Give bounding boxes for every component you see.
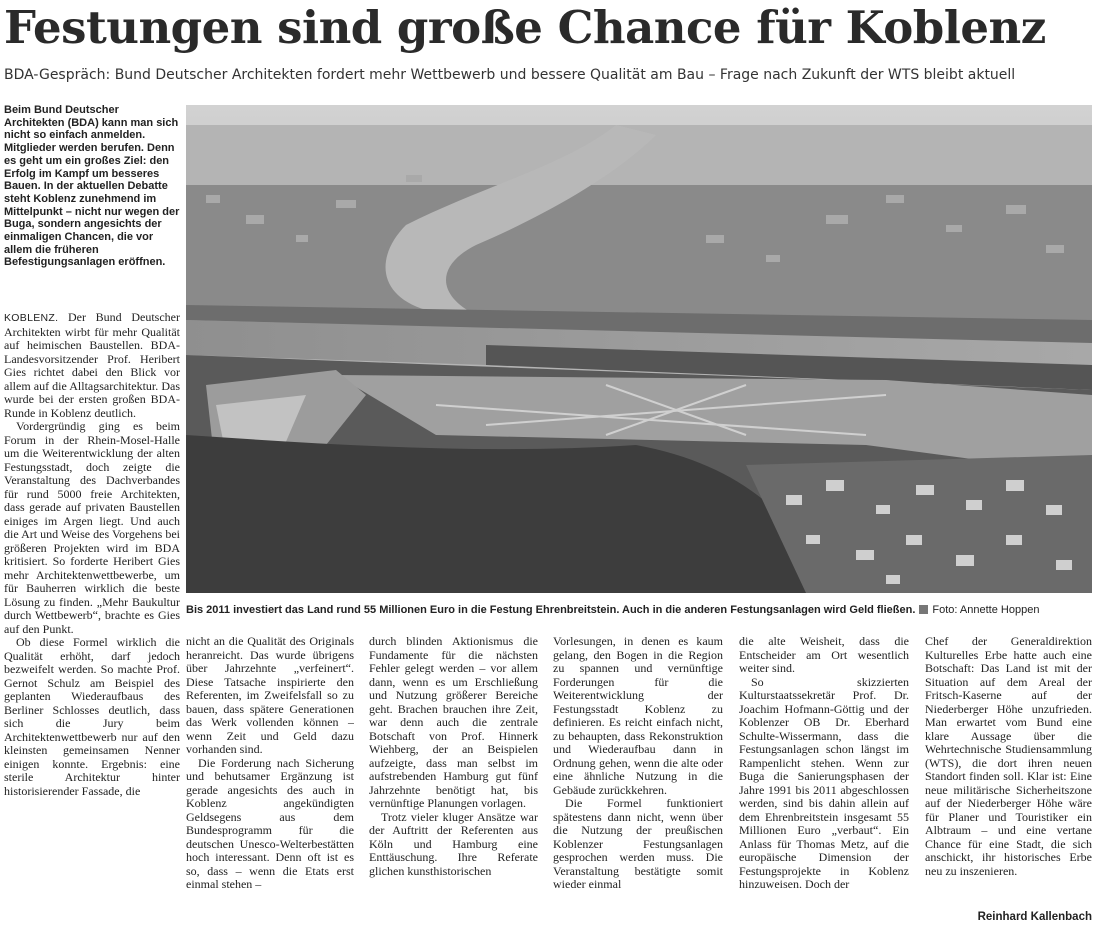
subheadline: BDA-Gespräch: Bund Deutscher Architekten fordert mehr Wettbewerb und bessere Qualität am Bau – Frage nach Zukunft der WTS bleibt aktuell — [4, 67, 1016, 83]
paragraph: Vorlesungen, in denen es kaum gelang, den Bogen in die Region zu spannen und vernünftige Forderungen für die Weiterentwicklung der Festungsstadt Koblenz zu definieren. Es reicht einfach nicht, zu behaupten, dass Rekonstruktion und Wiederaufbau dann in Ordnung gehen, wenn die alte oder eine ähnliche Nutzung in die Gebäude zurückkehren. — [553, 635, 723, 797]
credit-square-icon — [919, 605, 928, 614]
paragraph: KOBLENZ. Der Bund Deutscher Architekten wirbt für mehr Qualität auf heimischen Baustellen. BDA-Landesvorsitzender Prof. Heribert Gies richtet dabei den Blick vor allem auf die Alltagsarchitektur. Das wurde bei der ersten großen BDA-Runde in Koblenz deutlich. — [4, 311, 180, 420]
column-4 — [553, 635, 723, 931]
paragraph: Die Formel funktioniert spätestens dann nicht, wenn über die Nutzung der preußischen Koblenzer Festungsanlagen gesprochen werden muss. Die Veranstaltung bestätigte somit wieder einmal — [553, 796, 723, 891]
paragraph: nicht an die Qualität des Originals heranreicht. Das wurde übrigens über Jahrzehnte „verfeinert“. Diese Tatsache inspirierte den Referenten, im Zweifelsfall so zu bauen, dass spätere Generationen das Werk vollenden können – wenn Zeit und Geld dazu vorhanden sind. — [186, 635, 354, 756]
caption-text: Bis 2011 investiert das Land rund 55 Millionen Euro in die Festung Ehrenbreitstein. Auch in die anderen Festungsanlagen wird Geld fließen. — [186, 604, 916, 616]
dateline: KOBLENZ. — [4, 312, 59, 324]
paragraph: die alte Weisheit, dass die Entscheider am Ort wesentlich weiter sind. — [739, 635, 909, 675]
column-5 — [739, 635, 909, 931]
paragraph: Chef der Generaldirektion Kulturelles Erbe hatte auch eine Botschaft: Das Land ist mit der Situation auf dem Areal der Fritsch-Kaserne auf der Niederberger Höhe unzufrieden. Man erwartet vom Bund eine klare Aussage über die Wehrtechnische Studiensammlung (WTS), die dort ihren neuen Standort finden soll. Klar ist: Eine neue militärische Sicherheitszone auf der Niederberger Höhe wäre für Planer und Touristiker ein Albtraum – und eine vertane Chance für eine Stadt, die sich anschickt, ihr historisches Erbe neu zu inszenieren. — [925, 635, 1092, 878]
column-3 — [369, 635, 538, 931]
aerial-photo-image — [186, 105, 1092, 593]
paragraph: durch blinden Aktionismus die Fundamente für die nächsten Fehler gelegt werden – vor allem dann, wenn es um Erschließung und Nutzung größerer Bereiche geht. Brachen brauchen ihre Zeit, war denn auch die zentrale Botschaft von Prof. Hinnerk Wiehberg, der an Beispielen aufzeigte, dass man selbst im aufstrebenden Hamburg gut fünf Jahrzehnte benötigt hat, bis vernünftige Planungen vorlagen. — [369, 635, 538, 810]
photo-credit: Foto: Annette Hoppen — [932, 604, 1040, 616]
photo-caption — [186, 600, 1092, 620]
aerial-photo — [186, 105, 1092, 593]
column-6 — [925, 635, 1092, 909]
byline: Reinhard Kallenbach — [977, 911, 1092, 923]
paragraph: Trotz vieler kluger Ansätze war der Auftritt der Referenten aus Köln und Hamburg eine Enttäuschung. Ihre Referate glichen kunsthistorischen — [369, 809, 538, 878]
paragraph: Die Forderung nach Sicherung und behutsamer Ergänzung ist gerade angesichts des auch in Koblenz angekündigten Geldsegens aus dem Bundesprogramm für die deutschen Unesco-Welterbestätten hoch interessant. Denn oft ist es so, dass – wenn die Etats erst einmal stehen – — [186, 755, 354, 891]
column-1 — [4, 311, 180, 931]
paragraph: Vordergründig ging es beim Forum in der Rhein-Mosel-Halle um die Weiterentwicklung der alten Festungsstadt, doch zeigte die Veranstaltung des Dachverbandes für rund 5000 freie Architekten, dass gerade auf privaten Baustellen einiges im Argen liegt. Und auch die Art und Weise des Vorgehens bei größeren Projekten wird im BDA kritisiert. So forderte Heribert Gies mehr Architektenwettbewerbe, um für Bauherren wirklich die beste Lösung zu finden. „Mehr Baukultur durch Wettbewerb“, brachte es Gies auf den Punkt. — [4, 419, 180, 636]
paragraph: Ob diese Formel wirklich die Qualität erhöht, darf jedoch bezweifelt werden. So machte Prof. Gernot Schulz am Beispiel des geplanten Wiederaufbaus des Berliner Schlosses deutlich, dass sich die Jury beim Architektenwettbewerb nur auf den kleinsten gemeinsamen Nenner einigen konnte. Ergebnis: eine sterile Architektur hinter historisierender Fassade, die — [4, 635, 180, 798]
headline: Festungen sind große Chance für Koblenz — [4, 1, 1046, 54]
column-2 — [186, 635, 354, 931]
paragraph: So skizzierten Kulturstaatssekretär Prof. Dr. Joachim Hofmann-Göttig und der Koblenzer OB Dr. Eberhard Schulte-Wissermann, dass die Festungsanlagen schon längst im Rampenlicht stehen. Wenn zur Buga die Sanierungsphasen der Jahre 1991 bis 2011 abgeschlossen werden, sind bis dahin allein auf dem Ehrenbreitstein insgesamt 55 Millionen Euro „verbaut“. Ein Anlass für Thomas Metz, auf die europäische Dimension der Festungsprojekte in Koblenz hinzuweisen. Doch der — [739, 674, 909, 891]
lead-paragraph: Beim Bund Deutscher Architekten (BDA) kann man sich nicht so einfach anmelden. Mitglieder werden berufen. Denn es geht um ein großes Ziel: den Erfolg im Kampf um besseres Bauen. In der aktuellen Debatte steht Koblenz zunehmend im Mittelpunkt – nicht nur wegen der Buga, sondern angesichts der einmaligen Chancen, die vor allem die früheren Befestigungsanlagen eröffnen. — [4, 104, 180, 269]
